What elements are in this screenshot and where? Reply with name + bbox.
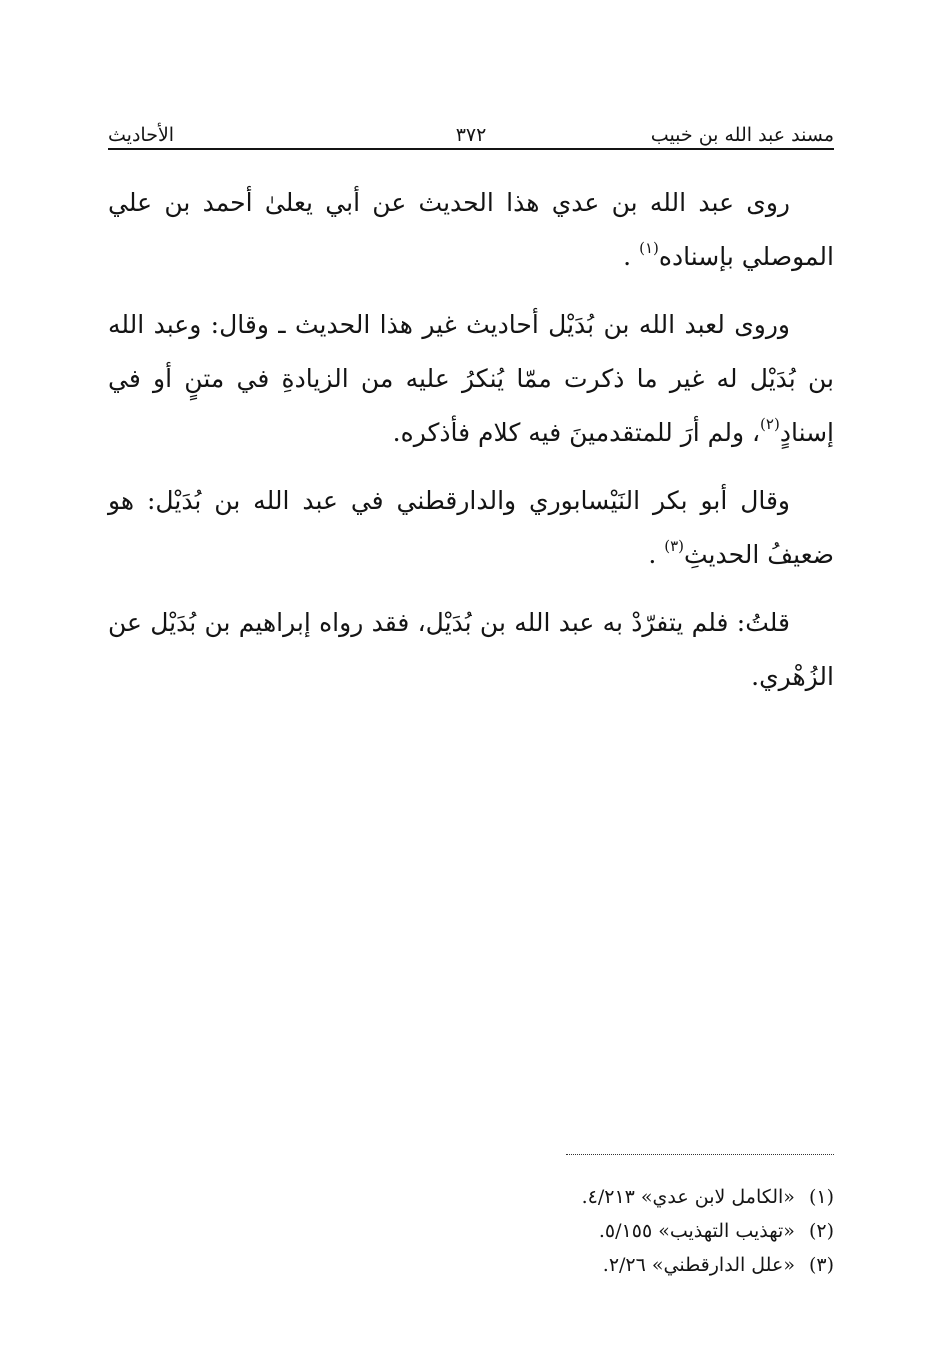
header-section-title: الأحاديث (108, 124, 175, 146)
footnote-text: «الكامل لابن عدي» ٤/٢١٣. (581, 1186, 795, 1208)
footnote-3 (108, 1248, 834, 1282)
footnote-reference: (٢) (760, 415, 780, 433)
paragraph-tail: . (623, 242, 640, 271)
footnote-text: «علل الدارقطني» ٢/٢٦. (602, 1254, 795, 1276)
running-header (108, 112, 834, 146)
footnote-number: (١) (808, 1186, 834, 1208)
footnote-reference: (١) (639, 239, 659, 257)
footnote-1 (108, 1180, 834, 1214)
footnote-2 (108, 1214, 834, 1248)
footnote-text: «تهذيب التهذيب» ٥/١٥٥. (598, 1220, 795, 1242)
paragraph-2 (108, 298, 834, 460)
page-number: ٣٧٢ (455, 124, 487, 146)
footnote-separator (566, 1154, 834, 1155)
footnote-number: (٣) (808, 1254, 834, 1276)
header-rule (108, 148, 834, 150)
main-text (108, 176, 834, 718)
paragraph-4 (108, 596, 834, 704)
paragraph-text: قلتُ: فلم يتفرّدْ به عبد الله بن بُدَيْل، فقد رواه إبراهيم بن بُدَيْل عن الزُهْري. (108, 608, 834, 691)
paragraph-tail: ، ولم أرَ للمتقدمينَ فيه كلام فأذكره. (392, 418, 761, 447)
paragraph-text: وروى لعبد الله بن بُدَيْل أحاديث غير هذا الحديث ـ وقال: وعبد الله بن بُدَيْل له غير ما ذكرت ممّا يُنكرُ عليه من الزيادةِ في متنٍ أو في إسنادٍ (108, 310, 834, 447)
footnote-reference: (٣) (664, 537, 684, 555)
paragraph-text: روى عبد الله بن عدي هذا الحديث عن أبي يعلىٰ أحمد بن علي الموصلي بإسناده (108, 188, 834, 271)
paragraph-text: وقال أبو بكر النَيْسابوري والدارقطني في عبد الله بن بُدَيْل: هو ضعيفُ الحديثِ (108, 486, 834, 569)
footnotes (108, 1180, 834, 1282)
paragraph-1 (108, 176, 834, 284)
footnote-number: (٢) (808, 1220, 834, 1242)
paragraph-tail: . (648, 540, 665, 569)
paragraph-3 (108, 474, 834, 582)
header-book-title: مسند عبد الله بن خبيب (650, 124, 834, 146)
